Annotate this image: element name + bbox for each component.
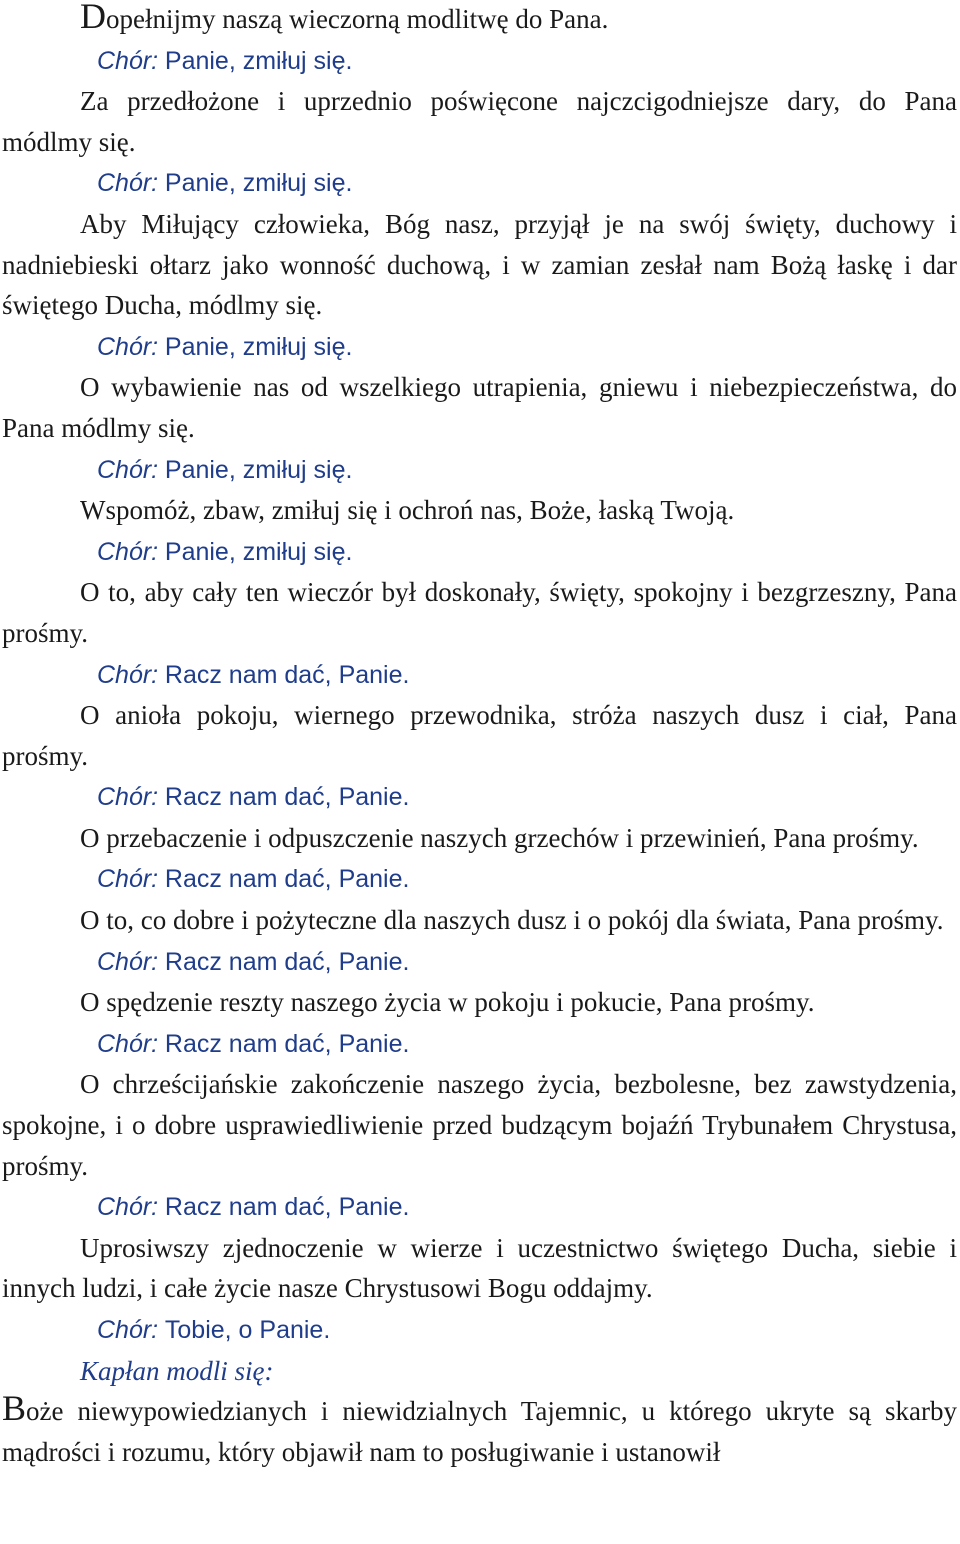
petition: [2, 695, 957, 776]
choir-response: [2, 162, 957, 204]
choir-response-text: Panie, zmiłuj się.: [164, 455, 353, 484]
choir-response: [2, 941, 957, 983]
document-page: [2, 0, 957, 1472]
choir-response: [2, 654, 957, 696]
petition-text: O to, co dobre i pożyteczne dla naszych dusz i o pokój dla świata, Pana prośmy.: [80, 905, 944, 936]
choir-response-text: Racz nam dać, Panie.: [164, 865, 410, 894]
petition: [2, 818, 957, 859]
choir-response: [2, 1023, 957, 1065]
petition: [2, 1228, 957, 1309]
choir-response: [2, 326, 957, 368]
petition: [2, 81, 957, 162]
petition: [2, 572, 957, 653]
petition: [2, 1064, 957, 1186]
choir-response: [2, 1309, 957, 1351]
petition-text: O to, aby cały ten wieczór był doskonały, święty, spokojny i bezgrzeszny, Pana prośmy.: [2, 577, 957, 648]
petition-text: Uprosiwszy zjednoczenie w wierze i uczestnictwo świętego Ducha, siebie i innych ludzi, i całe życie nasze Chrystusowi Bogu oddajmy.: [2, 1232, 957, 1304]
choir-label: Chór:: [97, 1316, 159, 1344]
choir-label: Chór:: [97, 1029, 159, 1058]
choir-response-text: Panie, zmiłuj się.: [164, 46, 353, 75]
prayer-text: oże niewypowiedzianych i niewidzialnych Tajemnic, u którego ukryte są skarby mądrości i rozumu, który objawił nam to posługiwanie i ustanowił: [2, 1396, 957, 1467]
choir-response-text: Tobie, o Panie.: [164, 1316, 331, 1344]
choir-label: Chór:: [97, 783, 159, 812]
petition-text: opełnijmy naszą wieczorną modlitwę do Pana.: [106, 4, 609, 34]
choir-response: [2, 776, 957, 818]
choir-label: Chór:: [97, 660, 159, 689]
choir-label: Chór:: [97, 865, 159, 894]
choir-label: Chór:: [97, 169, 159, 198]
choir-response: [2, 1186, 957, 1228]
choir-response: [2, 449, 957, 491]
choir-response-text: Panie, zmiłuj się.: [164, 537, 353, 566]
choir-label: Chór:: [97, 46, 159, 75]
drop-cap: D: [80, 0, 106, 36]
petition-text: Za przedłożone i uprzednio poświęcone najczcigodniejsze dary, do Pana módlmy się.: [2, 86, 957, 157]
rubric: Kapłan modli się:: [80, 1355, 274, 1386]
choir-response-text: Panie, zmiłuj się.: [164, 169, 353, 198]
choir-label: Chór:: [97, 332, 159, 361]
petition-text: Wspomóż, zbaw, zmiłuj się i ochroń nas, Boże, łaską Twoją.: [80, 495, 735, 526]
petition: [2, 0, 957, 40]
choir-response-text: Racz nam dać, Panie.: [164, 1029, 410, 1058]
choir-response-text: Racz nam dać, Panie.: [164, 783, 410, 812]
choir-response: [2, 40, 957, 82]
choir-label: Chór:: [97, 455, 159, 484]
drop-cap: B: [2, 1388, 27, 1429]
petition-text: O anioła pokoju, wiernego przewodnika, stróża naszych dusz i ciał, Pana prośmy.: [2, 700, 957, 771]
choir-label: Chór:: [97, 537, 159, 566]
petition: [2, 204, 957, 326]
choir-response: [2, 858, 957, 900]
choir-response-text: Racz nam dać, Panie.: [164, 1193, 410, 1222]
petition: [2, 367, 957, 448]
petition: [2, 490, 957, 531]
prayer: [2, 1388, 957, 1472]
petition: [2, 982, 957, 1023]
choir-response: [2, 531, 957, 573]
choir-response-text: Panie, zmiłuj się.: [164, 332, 353, 361]
petition-text: O chrześcijańskie zakończenie naszego życia, bezbolesne, bez zawstydzenia, spokojne, i o dobre usprawiedliwienie przed budzącym bojaźń Trybunałem Chrystusa, prośmy.: [2, 1069, 957, 1181]
choir-response-text: Racz nam dać, Panie.: [164, 947, 410, 976]
choir-label: Chór:: [97, 947, 159, 976]
choir-response-text: Racz nam dać, Panie.: [164, 660, 410, 689]
petition-text: O wybawienie nas od wszelkiego utrapienia, gniewu i niebezpieczeństwa, do Pana módlmy się.: [2, 372, 957, 443]
petition-text: O spędzenie reszty naszego życia w pokoju i pokucie, Pana prośmy.: [80, 987, 815, 1018]
petition-text: O przebaczenie i odpuszczenie naszych grzechów i przewinień, Pana prośmy.: [80, 822, 919, 853]
choir-label: Chór:: [97, 1193, 159, 1222]
petition: [2, 900, 957, 941]
petition-text: Aby Miłujący człowieka, Bóg nasz, przyjął je na swój święty, duchowy i nadniebieski ołtarz jako wonność duchową, i w zamian zesłał nam Bożą łaskę i dar świętego Ducha, módlmy się.: [2, 208, 957, 321]
